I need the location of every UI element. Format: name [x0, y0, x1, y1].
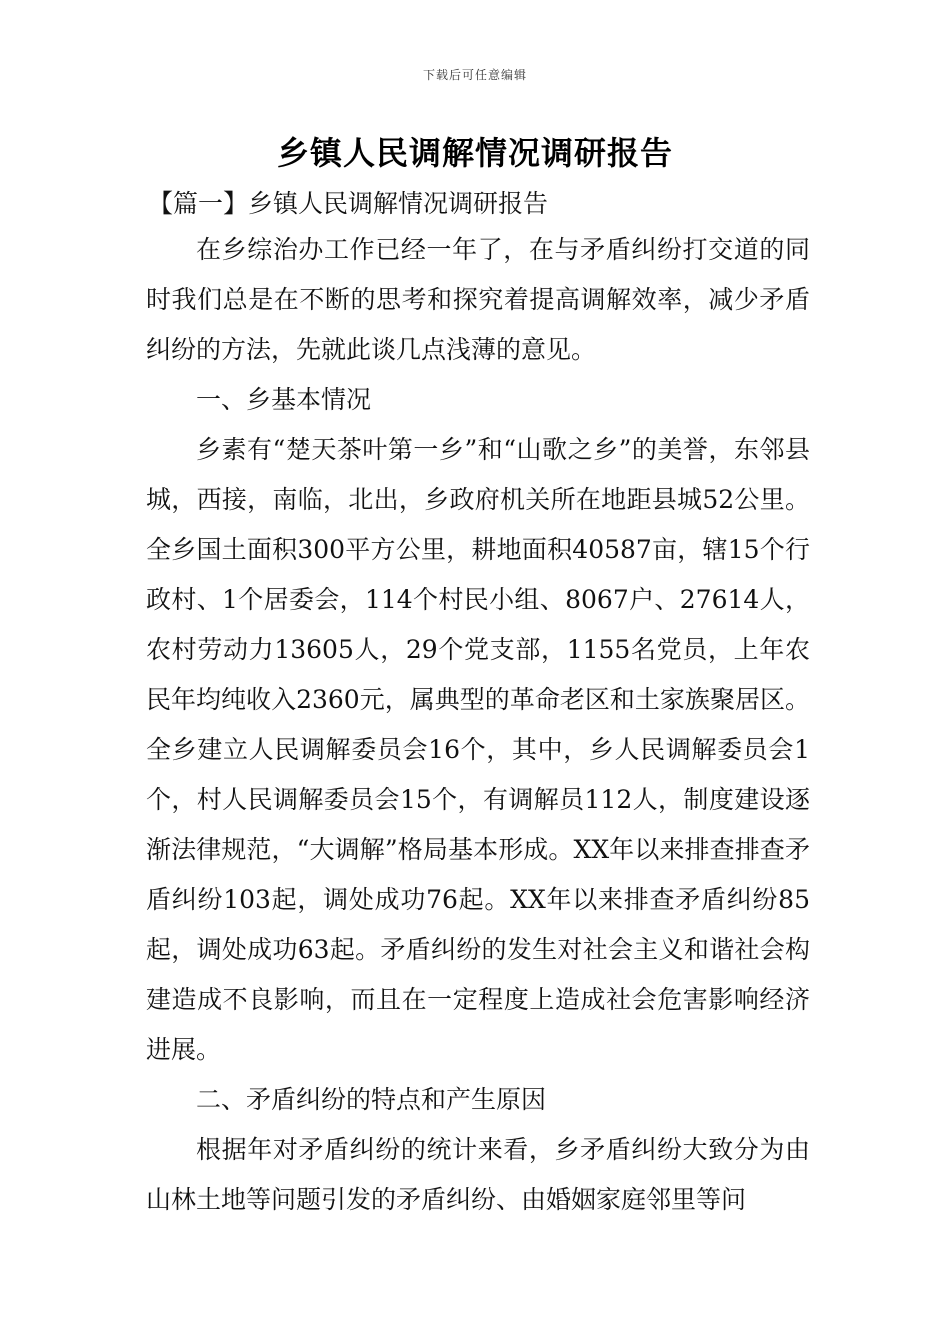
document-title: 乡镇人民调解情况调研报告 [276, 134, 673, 172]
heading-dispute-features: 二、矛盾纠纷的特点和产生原因 [196, 1085, 547, 1114]
intro-paragraph: 在乡综治办工作已经一年了，在与矛盾纠纷打交道的同时我们总是在不断的思考和探究着提高调解效率，减少矛盾纠纷的方法，先就此谈几点浅薄的意见。 [146, 235, 810, 364]
section-title: 【篇一】乡镇人民调解情况调研报告 [148, 189, 549, 218]
dispute-features-paragraph: 根据年对矛盾纠纷的统计来看，乡矛盾纠纷大致分为由山林土地等问题引发的矛盾纠纷、由婚姻家庭邻里等问 [146, 1135, 810, 1214]
page-header-note: 下载后可任意编辑 [422, 68, 527, 82]
basic-situation-paragraph: 乡素有“楚天茶叶第一乡”和“山歌之乡”的美誉，东邻县城，西接，南临，北出，乡政府机关所在地距县城52公里。全乡国土面积300平方公里，耕地面积40587亩，辖15个行政村、1个居委会，114个村民小组、8067户、27614人，农村劳动力13605人，29个党支部，1155名党员，上年农民年均纯收入2360元，属典型的革命老区和土家族聚居区。全乡建立人民调解委员会16个，其中，乡人民调解委员会1个，村人民调解委员会15个，有调解员112人，制度建设逐渐法律规范，“大调解”格局基本形成。XX年以来排查排查矛盾纠纷103起，调处成功76起。XX年以来排查矛盾纠纷85起，调处成功63起。矛盾纠纷的发生对社会主义和谐社会构建造成不良影响，而且在一定程度上造成社会危害影响经济进展。 [146, 435, 810, 1064]
document-body [146, 225, 810, 1225]
heading-basic-situation: 一、乡基本情况 [196, 385, 372, 414]
